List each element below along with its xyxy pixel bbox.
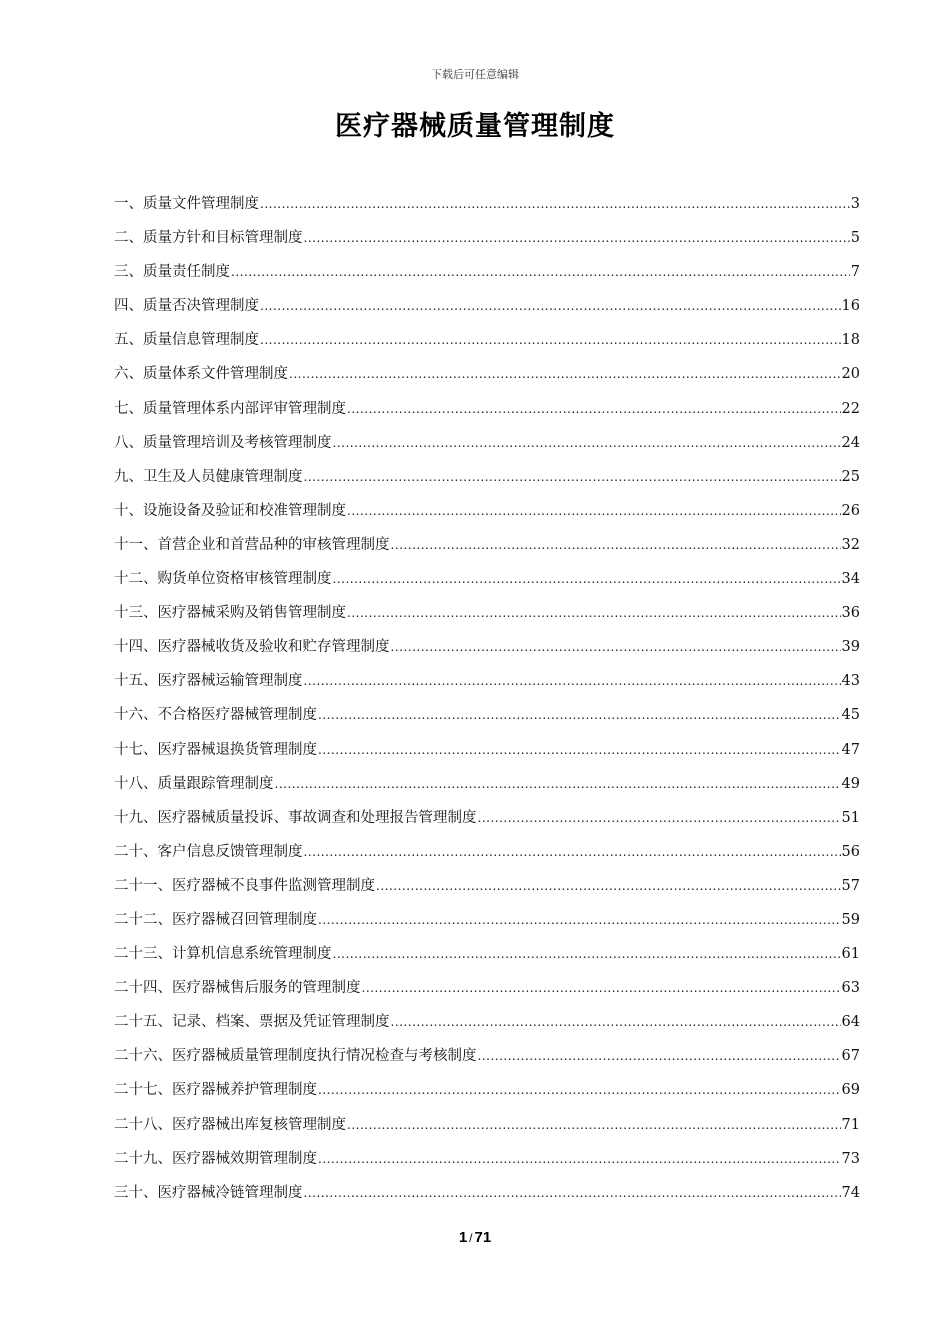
toc-leader-dots: [318, 1076, 841, 1104]
toc-entry[interactable]: [114, 326, 860, 360]
toc-entry[interactable]: [114, 1145, 860, 1179]
current-page-number: 1: [458, 1229, 468, 1246]
toc-leader-dots: [347, 395, 841, 423]
toc-entry[interactable]: [114, 667, 860, 701]
toc-entry-page-number: 74: [841, 1184, 860, 1201]
toc-entry-label: 二、质量方针和目标管理制度: [114, 230, 303, 247]
toc-leader-dots: [260, 326, 841, 354]
toc-leader-dots: [333, 565, 841, 593]
toc-entry-page-number: 57: [841, 877, 860, 894]
toc-entry-page-number: 26: [841, 502, 860, 519]
toc-entry[interactable]: [114, 395, 860, 429]
toc-leader-dots: [304, 667, 841, 695]
toc-entry-page-number: 67: [841, 1048, 860, 1065]
toc-entry-label: 十一、首营企业和首营品种的审核管理制度: [114, 536, 390, 553]
toc-entry-label: 一、质量文件管理制度: [114, 196, 259, 212]
toc-entry-page-number: 45: [841, 707, 860, 724]
toc-entry[interactable]: [114, 258, 860, 292]
toc-entry-page-number: 5: [850, 230, 860, 247]
toc-leader-dots: [304, 838, 841, 866]
toc-entry[interactable]: [114, 974, 860, 1008]
toc-entry[interactable]: [114, 190, 860, 224]
toc-entry-label: 十、设施设备及验证和校准管理制度: [114, 502, 346, 519]
toc-entry-label: 二十七、医疗器械养护管理制度: [114, 1082, 317, 1099]
toc-entry-label: 十八、质量跟踪管理制度: [114, 775, 274, 792]
toc-entry[interactable]: [114, 838, 860, 872]
toc-entry[interactable]: [114, 1111, 860, 1145]
toc-entry[interactable]: [114, 497, 860, 531]
toc-leader-dots: [333, 429, 841, 457]
toc-leader-dots: [318, 1145, 841, 1173]
toc-entry-page-number: 18: [841, 332, 860, 349]
toc-leader-dots: [289, 360, 841, 388]
toc-entry-page-number: 32: [841, 536, 860, 553]
toc-entry-label: 七、质量管理体系内部评审管理制度: [114, 400, 346, 417]
toc-entry-label: 九、卫生及人员健康管理制度: [114, 468, 303, 485]
toc-entry[interactable]: [114, 804, 860, 838]
toc-entry-page-number: 56: [841, 843, 860, 860]
toc-entry[interactable]: [114, 1179, 860, 1213]
toc-entry-label: 二十四、医疗器械售后服务的管理制度: [114, 980, 361, 997]
toc-entry-page-number: 36: [841, 605, 860, 622]
toc-entry-page-number: 16: [841, 298, 860, 315]
toc-entry[interactable]: [114, 429, 860, 463]
page-header: 下载后可任意编辑: [431, 68, 519, 81]
toc-leader-dots: [347, 1111, 841, 1139]
toc-entry[interactable]: [114, 736, 860, 770]
toc-entry[interactable]: [114, 1008, 860, 1042]
toc-entry-page-number: 7: [850, 264, 860, 281]
toc-entry-label: 二十三、计算机信息系统管理制度: [114, 946, 332, 963]
toc-entry-label: 十二、购货单位资格审核管理制度: [114, 571, 332, 588]
toc-entry-label: 十九、医疗器械质量投诉、事故调查和处理报告管理制度: [114, 809, 477, 826]
toc-entry-page-number: 49: [841, 775, 860, 792]
toc-entry[interactable]: [114, 565, 860, 599]
toc-entry-page-number: 63: [841, 980, 860, 997]
toc-leader-dots: [347, 497, 841, 525]
toc-leader-dots: [318, 906, 841, 934]
toc-leader-dots: [478, 804, 841, 832]
toc-entry-label: 二十九、医疗器械效期管理制度: [114, 1150, 317, 1167]
toc-entry-label: 六、质量体系文件管理制度: [114, 366, 288, 383]
toc-leader-dots: [478, 1042, 841, 1070]
toc-leader-dots: [362, 974, 841, 1002]
toc-entry[interactable]: [114, 360, 860, 394]
toc-entry-label: 十四、医疗器械收货及验收和贮存管理制度: [114, 639, 390, 656]
toc-entry[interactable]: [114, 224, 860, 258]
toc-leader-dots: [376, 872, 841, 900]
toc-entry-label: 五、质量信息管理制度: [114, 332, 259, 349]
toc-entry-label: 二十二、医疗器械召回管理制度: [114, 911, 317, 928]
toc-entry-label: 四、质量否决管理制度: [114, 298, 259, 315]
toc-leader-dots: [260, 190, 850, 218]
toc-leader-dots: [347, 599, 841, 627]
toc-entry[interactable]: [114, 599, 860, 633]
toc-entry-page-number: 47: [841, 741, 860, 758]
toc-entry[interactable]: [114, 633, 860, 667]
toc-entry-page-number: 3: [850, 196, 860, 212]
toc-entry-page-number: 73: [841, 1150, 860, 1167]
toc-entry[interactable]: [114, 531, 860, 565]
toc-leader-dots: [391, 531, 841, 559]
toc-leader-dots: [318, 736, 841, 764]
toc-entry-label: 二十八、医疗器械出库复核管理制度: [114, 1116, 346, 1133]
toc-entry-label: 十五、医疗器械运输管理制度: [114, 673, 303, 690]
toc-leader-dots: [333, 940, 841, 968]
toc-entry[interactable]: [114, 906, 860, 940]
toc-leader-dots: [304, 463, 841, 491]
toc-leader-dots: [260, 292, 841, 320]
toc-entry[interactable]: [114, 701, 860, 735]
toc-entry-page-number: 64: [841, 1014, 860, 1031]
toc-entry[interactable]: [114, 940, 860, 974]
toc-entry-page-number: 69: [841, 1082, 860, 1099]
toc-leader-dots: [391, 633, 841, 661]
table-of-contents: [114, 190, 860, 1213]
toc-entry-page-number: 22: [841, 400, 860, 417]
toc-entry-label: 十七、医疗器械退换货管理制度: [114, 741, 317, 758]
toc-entry-label: 十三、医疗器械采购及销售管理制度: [114, 605, 346, 622]
toc-entry-label: 二十一、医疗器械不良事件监测管理制度: [114, 877, 375, 894]
toc-leader-dots: [304, 1179, 841, 1207]
toc-entry-page-number: 71: [841, 1116, 860, 1133]
page-separator: /: [469, 1231, 473, 1245]
toc-entry-label: 二十六、医疗器械质量管理制度执行情况检查与考核制度: [114, 1048, 477, 1065]
toc-entry-page-number: 51: [841, 809, 860, 826]
toc-entry-label: 八、质量管理培训及考核管理制度: [114, 434, 332, 451]
toc-leader-dots: [318, 701, 841, 729]
toc-entry[interactable]: [114, 1042, 860, 1076]
toc-leader-dots: [231, 258, 850, 286]
toc-entry[interactable]: [114, 770, 860, 804]
toc-entry-page-number: 24: [841, 434, 860, 451]
total-pages-number: 71: [474, 1229, 492, 1246]
toc-entry-page-number: 20: [841, 366, 860, 383]
toc-entry-page-number: 61: [841, 946, 860, 963]
toc-entry-page-number: 25: [841, 468, 860, 485]
toc-entry-page-number: 39: [841, 639, 860, 656]
toc-entry-page-number: 59: [841, 911, 860, 928]
toc-entry[interactable]: [114, 292, 860, 326]
toc-entry[interactable]: [114, 463, 860, 497]
toc-entry-label: 三十、医疗器械冷链管理制度: [114, 1184, 303, 1201]
toc-entry-page-number: 34: [841, 571, 860, 588]
toc-entry[interactable]: [114, 872, 860, 906]
document-title: 医疗器械质量管理制度: [335, 111, 615, 142]
toc-entry-label: 十六、不合格医疗器械管理制度: [114, 707, 317, 724]
toc-entry-label: 三、质量责任制度: [114, 264, 230, 281]
toc-entry-label: 二十、客户信息反馈管理制度: [114, 843, 303, 860]
toc-leader-dots: [391, 1008, 841, 1036]
toc-entry-page-number: 43: [841, 673, 860, 690]
page-number: [0, 1229, 950, 1246]
toc-leader-dots: [304, 224, 850, 252]
toc-leader-dots: [275, 770, 841, 798]
toc-entry[interactable]: [114, 1076, 860, 1110]
toc-entry-label: 二十五、记录、档案、票据及凭证管理制度: [114, 1014, 390, 1031]
